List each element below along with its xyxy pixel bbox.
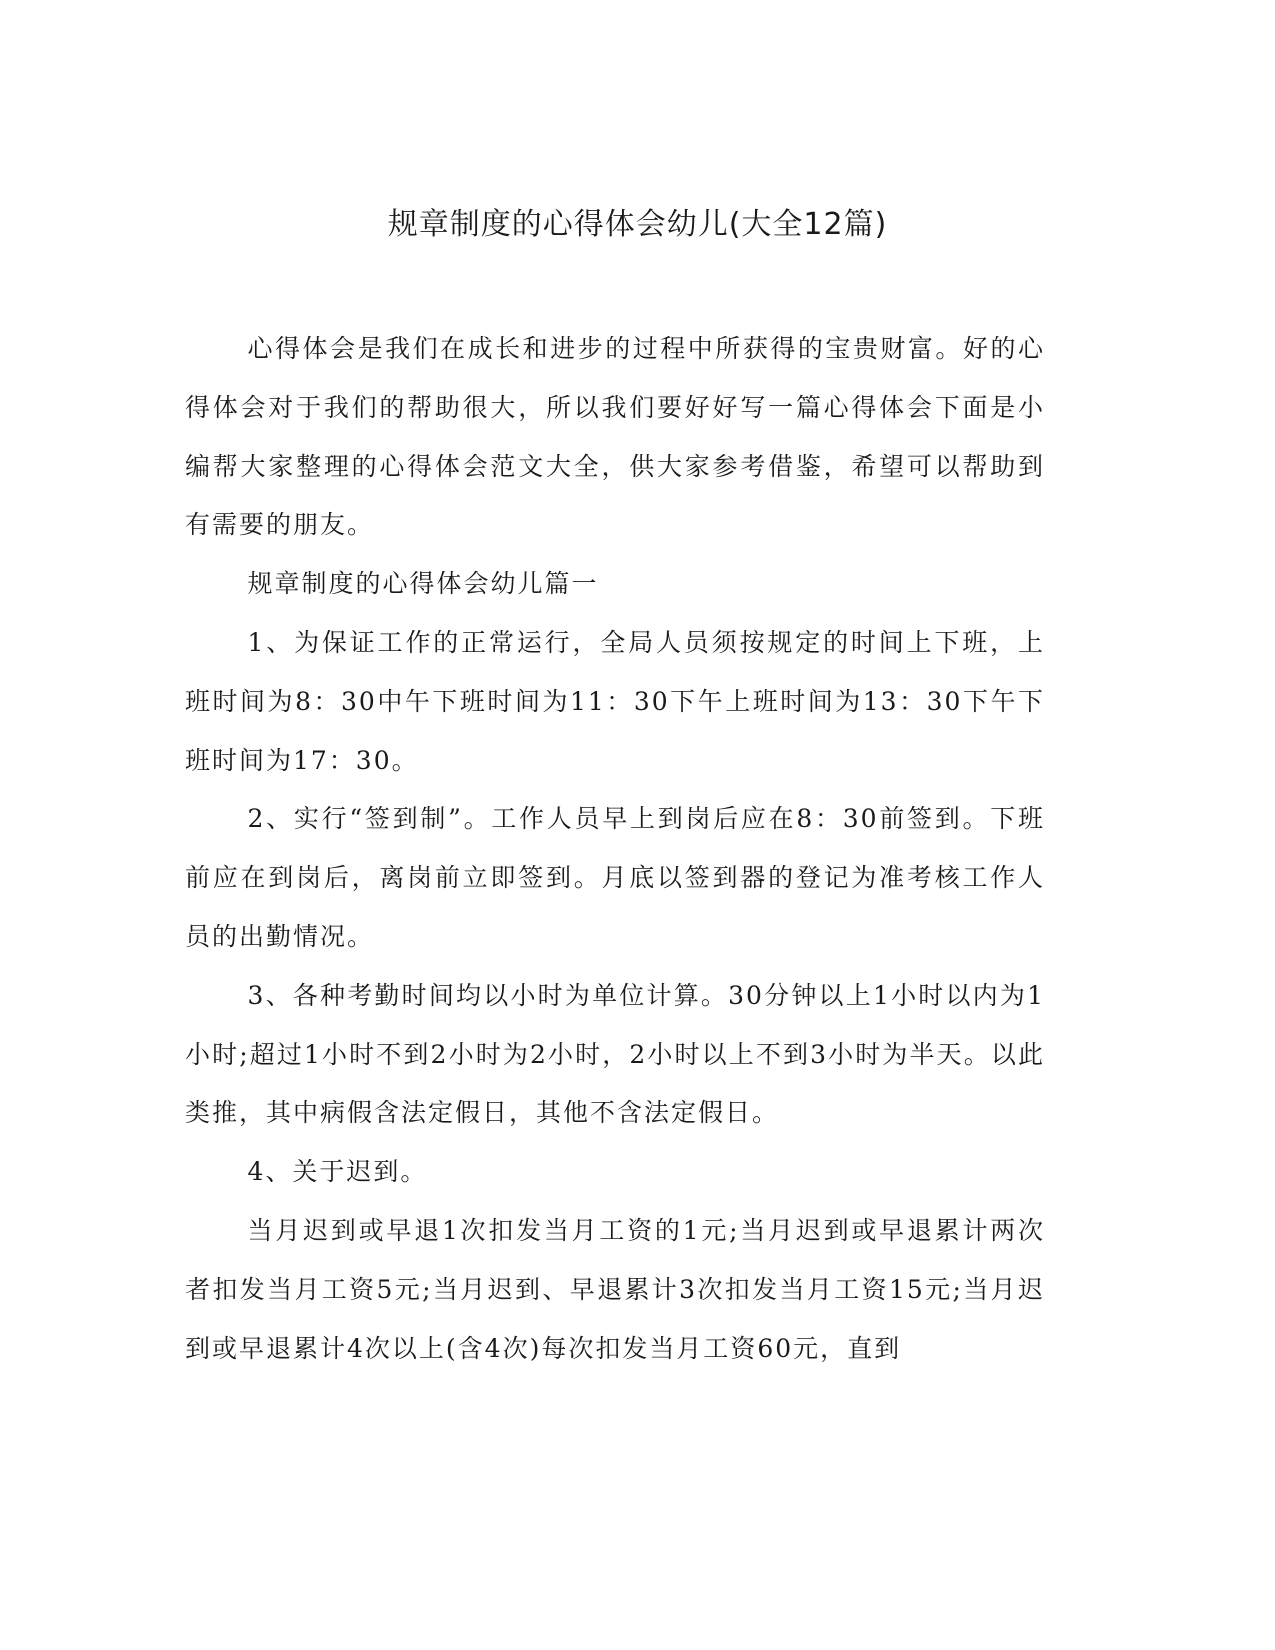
paragraph-item-1: 1、为保证工作的正常运行，全局人员须按规定的时间上下班，上班时间为8：30中午下班时间为11：30下午上班时间为13：30下午下班时间为17：30。 [185,627,1045,775]
paragraph-item-2: 2、实行“签到制”。工作人员早上到岗后应在8：30前签到。下班前应在到岗后，离岗前立即签到。月底以签到器的登记为准考核工作人员的出勤情况。 [185,804,1045,951]
document-body [185,320,1045,1378]
paragraph-lateness-rules: 当月迟到或早退1次扣发当月工资的1元;当月迟到或早退累计两次者扣发当月工资5元;当月迟到、早退累计3次扣发当月工资15元;当月迟到或早退累计4次以上(含4次)每次扣发当月工资60元，直到 [185,1215,1045,1363]
paragraph-intro: 心得体会是我们在成长和进步的过程中所获得的宝贵财富。好的心得体会对于我们的帮助很大，所以我们要好好写一篇心得体会下面是小编帮大家整理的心得体会范文大全，供大家参考借鉴，希望可以帮助到有需要的朋友。 [185,334,1045,540]
document-title: 规章制度的心得体会幼儿(大全12篇) [387,207,888,242]
paragraph-item-4: 4、关于迟到。 [247,1157,428,1187]
paragraph-item-3: 3、各种考勤时间均以小时为单位计算。30分钟以上1小时以内为1小时;超过1小时不到2小时为2小时，2小时以上不到3小时为半天。以此类推，其中病假含法定假日，其他不含法定假日。 [185,980,1045,1128]
section-heading: 规章制度的心得体会幼儿篇一 [247,569,599,599]
